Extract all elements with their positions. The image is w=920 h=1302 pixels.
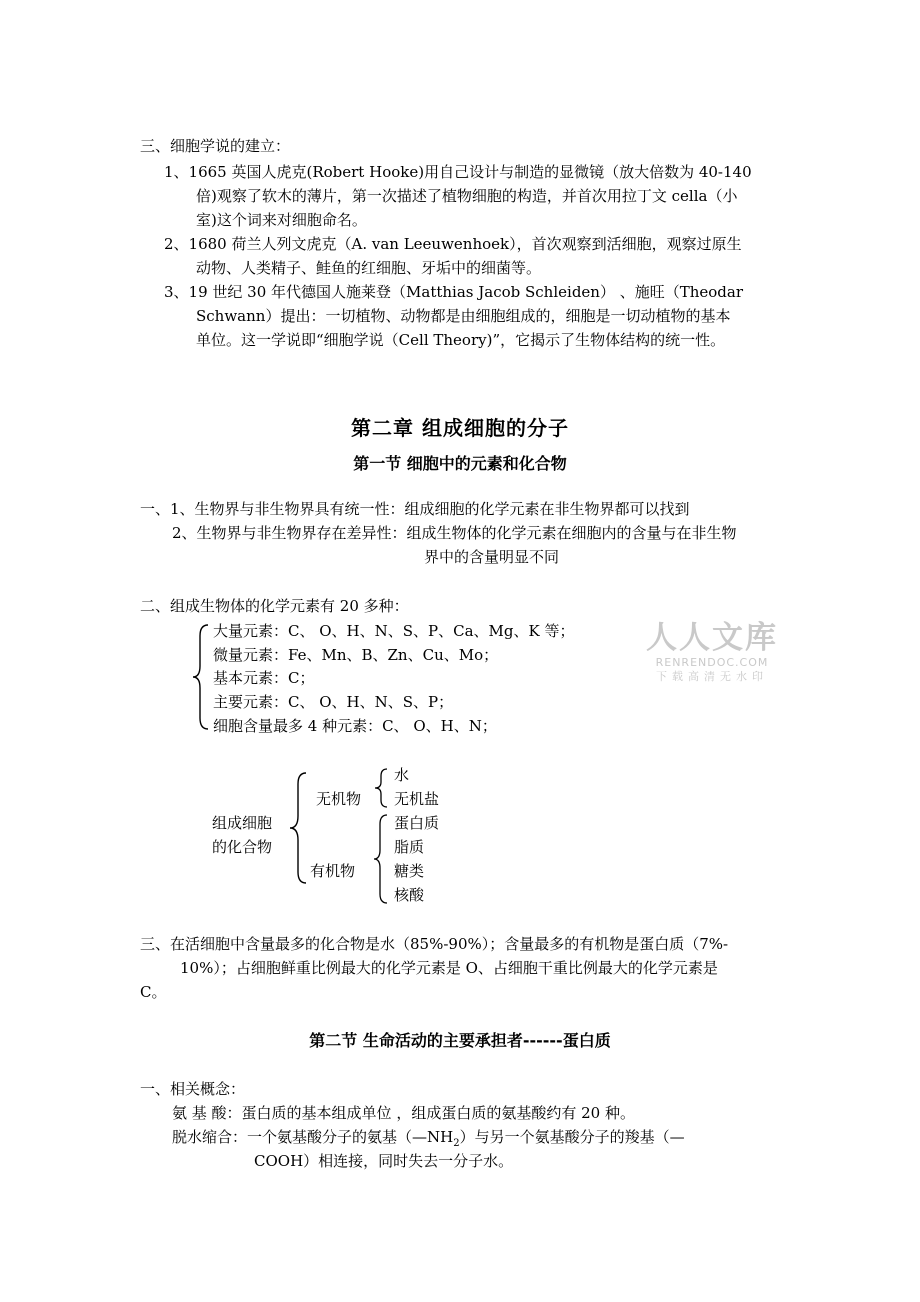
elements-list-item: 基本元素：C； — [213, 669, 315, 687]
organic-item: 蛋白质 — [394, 814, 440, 832]
subscript-2: 2 — [453, 1138, 460, 1149]
chapter-title: 第二章 组成细胞的分子 — [351, 416, 569, 440]
compounds-main-brace — [286, 768, 310, 888]
organic-item: 糖类 — [394, 862, 425, 880]
unity-line-1: 一、1、生物界与非生物界具有统一性：组成细胞的化学元素在非生物界都可以找到 — [140, 500, 690, 518]
watermark-domain: RENRENDOC.COM — [655, 656, 769, 669]
content-line-1: 三、在活细胞中含量最多的化合物是水（85%-90%）；含量最多的有机物是蛋白质（7%- — [140, 935, 729, 953]
amino-acid-definition — [172, 1102, 635, 1124]
cell-theory-item-2-line-2: 动物、人类精子、鲑鱼的红细胞、牙垢中的细菌等。 — [196, 259, 542, 277]
concepts-heading: 一、相关概念： — [140, 1080, 246, 1098]
organic-label: 有机物 — [310, 862, 356, 880]
compounds-root-line-2: 的化合物 — [212, 838, 273, 856]
content-line-2: 10%）；占细胞鲜重比例最大的化学元素是 O、占细胞干重比例最大的化学元素是 — [180, 959, 718, 977]
amino-acid-label: 氨 基 酸： — [172, 1104, 242, 1122]
inorganic-brace — [372, 766, 390, 810]
watermark-title: 人人文库 — [646, 620, 778, 656]
organic-brace — [372, 812, 390, 906]
unity-line-2: 2、生物界与非生物界存在差异性：组成生物体的化学元素在细胞内的含量与在非生物 — [172, 524, 737, 542]
cell-theory-item-3-line-3: 单位。这一学说即“细胞学说（Cell Theory)”，它揭示了生物体结构的统一性。 — [196, 331, 726, 349]
dehydration-text-a: 一个氨基酸分子的氨基（—NH — [247, 1128, 454, 1146]
elements-brace — [190, 622, 212, 732]
amino-acid-text: 蛋白质的基本组成单位 ，组成蛋白质的氨基酸约有 20 种。 — [241, 1104, 635, 1122]
inorganic-label: 无机物 — [316, 790, 362, 808]
elements-list-item: 大量元素：C、 O、H、N、S、P、Ca、Mg、K 等； — [213, 622, 575, 640]
content-line-3: C。 — [140, 983, 167, 1001]
section-2-title: 第二节 生命活动的主要承担者------蛋白质 — [309, 1031, 611, 1050]
watermark-tagline: 下载高清无水印 — [656, 670, 768, 683]
elements-list-item: 细胞含量最多 4 种元素：C、 O、H、N； — [213, 717, 497, 735]
organic-item: 核酸 — [394, 886, 425, 904]
inorganic-item: 无机盐 — [394, 790, 440, 808]
compounds-root-line-1: 组成细胞 — [212, 814, 273, 832]
dehydration-label: 脱水缩合： — [172, 1128, 248, 1146]
elements-list-item: 主要元素：C、 O、H、N、S、P； — [213, 693, 454, 711]
elements-list-item: 微量元素：Fe、Mn、B、Zn、Cu、Mo； — [213, 646, 499, 664]
organic-item: 脂质 — [394, 838, 425, 856]
cell-theory-item-1-line-1: 1、1665 英国人虎克(Robert Hooke)用自己设计与制造的显微镜（放大倍数为 40-140 — [164, 163, 752, 181]
elements-heading: 二、组成生物体的化学元素有 20 多种： — [140, 597, 409, 615]
cell-theory-item-1-line-2: 倍)观察了软木的薄片，第一次描述了植物细胞的构造，并首次用拉丁文 cella（小 — [196, 187, 738, 205]
section-1-title: 第一节 细胞中的元素和化合物 — [353, 454, 567, 473]
dehydration-text-b: ）与另一个氨基酸分子的羧基（— — [459, 1128, 685, 1146]
cell-theory-heading: 三、细胞学说的建立： — [140, 137, 291, 155]
cell-theory-item-3-line-1: 3、19 世纪 30 年代德国人施莱登（Matthias Jacob Schleiden） 、施旺（Theodar — [164, 283, 744, 301]
cell-theory-item-2-line-1: 2、1680 荷兰人列文虎克（A. van Leeuwenhoek），首次观察到活细胞，观察过原生 — [164, 235, 742, 253]
watermark-logo — [646, 620, 778, 684]
inorganic-item: 水 — [394, 766, 410, 784]
cell-theory-item-3-line-2: Schwann）提出：一切植物、动物都是由细胞组成的，细胞是一切动植物的基本 — [196, 307, 731, 325]
cell-theory-item-1-line-3: 室)这个词来对细胞命名。 — [196, 211, 367, 229]
dehydration-line-2: COOH）相连接，同时失去一分子水。 — [254, 1152, 514, 1170]
unity-line-3: 界中的含量明显不同 — [424, 548, 560, 566]
